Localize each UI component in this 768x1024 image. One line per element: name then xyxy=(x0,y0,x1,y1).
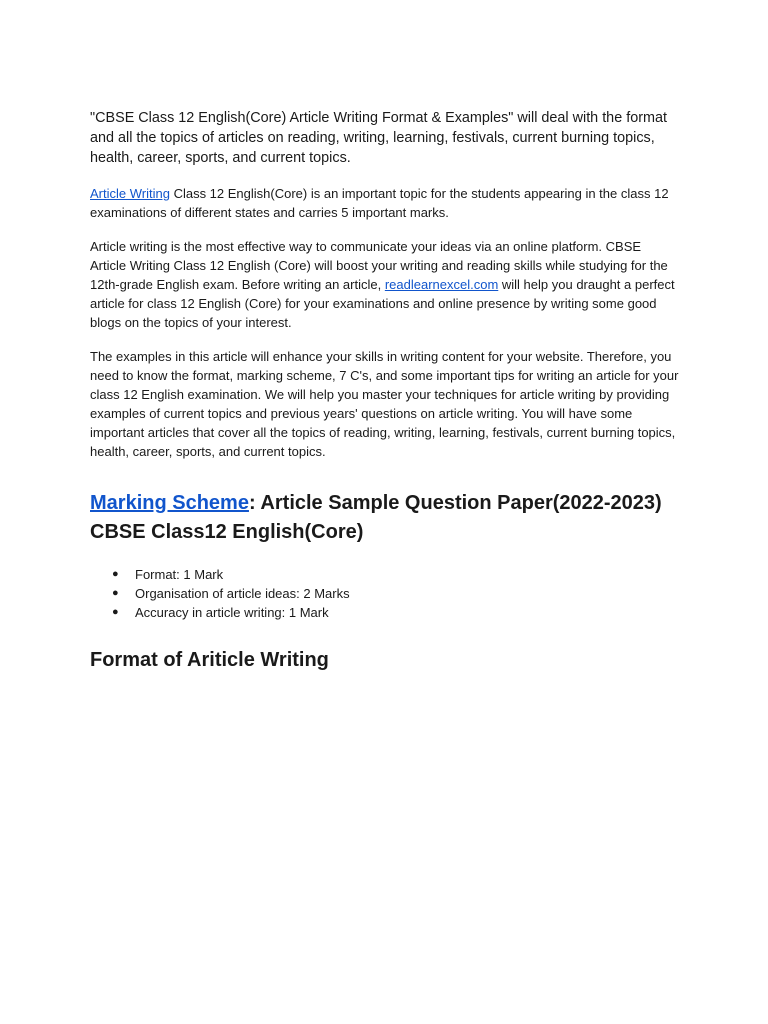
marking-scheme-link[interactable]: Marking Scheme xyxy=(90,492,249,514)
bullet-icon: ● xyxy=(112,606,119,618)
intro-paragraph: "CBSE Class 12 English(Core) Article Writing Format & Examples" will deal with the format and all the topics of articles on reading, writing, learning, festivals, current burning topics, health, career, sports, and current topics. xyxy=(90,110,667,166)
examples-paragraph: The examples in this article will enhance your skills in writing content for your website. Therefore, you need to know the format, marking scheme, 7 C's, and some important tips for writing an article for your class 12 English examination. We will help you master your techniques for article writing by providing examples of current topics and previous years' questions on article writing. You will have some important articles that cover all the topics of reading, writing, learning, festivals, current burning topics, health, career, sports, and current topics. xyxy=(90,349,679,459)
readlearnexcel-link[interactable]: readlearnexcel.com xyxy=(384,277,499,292)
effective-way-text-before: Article writing is the most effective way to communicate your ideas via an online platform. CBSE Article Writing Class 12 English (Core) will boost your writing and reading skills while studying for the 12th-grade English exam. Before writing an article, xyxy=(90,239,668,292)
list-item-text: Organisation of article ideas: 2 Marks xyxy=(135,586,350,601)
article-writing-text: Class 12 English(Core) is an important topic for the students appearing in the class 12 examinations of different states and carries 5 important marks. xyxy=(90,186,669,220)
format-heading: Format of Ariticle Writing xyxy=(90,649,329,671)
marking-scheme-heading xyxy=(90,489,680,547)
document-page xyxy=(90,108,680,693)
list-item xyxy=(112,584,680,603)
effective-way-text-after: will help you draught a perfect article for class 12 English (Core) for your examinations and online presence by writing some good blogs on the topics of your interest. xyxy=(90,277,675,330)
list-item xyxy=(112,603,680,622)
bullet-icon: ● xyxy=(112,587,119,599)
list-item-text: Format: 1 Mark xyxy=(135,567,224,582)
effective-way-paragraph xyxy=(90,237,680,332)
article-writing-link[interactable]: Article Writing xyxy=(90,186,170,201)
marking-scheme-list xyxy=(90,565,680,622)
marking-scheme-heading-text: : Article Sample Question Paper(2022-2023) CBSE Class12 English(Core) xyxy=(90,492,662,543)
list-item-text: Accuracy in article writing: 1 Mark xyxy=(135,605,329,620)
bullet-icon: ● xyxy=(112,568,119,580)
list-item xyxy=(112,565,680,584)
article-writing-paragraph xyxy=(90,184,680,222)
